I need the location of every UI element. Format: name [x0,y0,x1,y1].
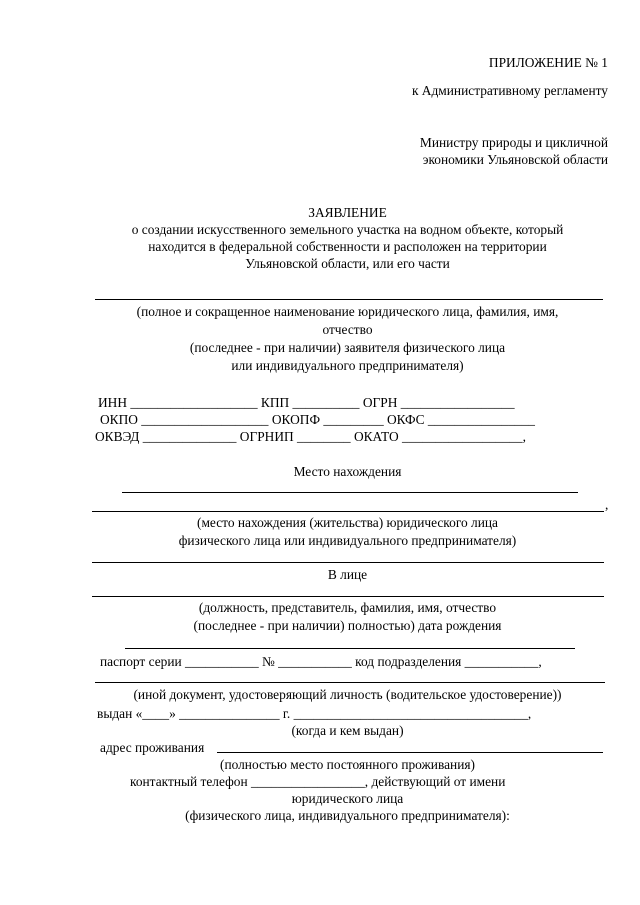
applicant-hint-4: или индивидуального предпринимателя) [231,358,464,373]
passport-line[interactable]: паспорт серии ___________ № ___________ код подразделения ___________, [100,654,542,669]
location-hint-2: физического лица или индивидуального предпринимателя) [178,533,517,548]
regulation-reference: к Административному регламенту [411,83,608,98]
location-label: Место нахождения [293,464,402,479]
codes-row-okpo-okopf-okfs[interactable]: ОКПО ___________________ ОКОПФ _________ ОКФС ________________ [100,412,535,427]
address-label: адрес проживания [100,740,205,755]
addressee-line-1: Министру природы и цикличной [419,135,608,150]
subject-line-3: Ульяновской области, или его части [245,256,450,271]
applicant-hint-1: (полное и сокращенное наименование юридического лица, фамилия, имя, [136,304,559,319]
birth-date-field[interactable] [125,648,575,649]
entity-line: юридического лица [291,791,404,806]
applicant-hint-3: (последнее - при наличии) заявителя физического лица [189,340,506,355]
address-field[interactable] [217,752,603,753]
appendix-number: ПРИЛОЖЕНИЕ № 1 [488,55,608,70]
document-title: ЗАЯВЛЕНИЕ [308,205,387,220]
issued-hint: (когда и кем выдан) [291,723,404,738]
phone-line[interactable]: контактный телефон _________________, действующий от имени [130,774,506,789]
codes-row-inn-kpp-ogrn[interactable]: ИНН ___________________ КПП __________ ОГРН _________________ [98,395,515,410]
address-hint: (полностью место постоянного проживания) [219,757,475,772]
entity-hint: (физического лица, индивидуального предпринимателя): [185,808,510,823]
location-field-2[interactable] [92,511,604,512]
location-hint-1: (место нахождения (жительства) юридического лица [196,515,498,530]
other-document-hint: (иной документ, удостоверяющий личность (водительское удостоверение)) [133,687,562,702]
representative-name-field[interactable] [92,596,604,597]
location-field-1[interactable] [122,492,578,493]
applicant-name-field[interactable] [95,299,603,300]
representative-hint-2: (последнее - при наличии) полностью) дата рождения [193,618,502,633]
other-document-field[interactable] [95,682,605,683]
location-comma: , [605,497,609,512]
addressee-line-2: экономики Ульяновской области [422,152,608,167]
applicant-hint-2: отчество [322,322,373,337]
representative-label: В лице [327,567,368,582]
location-field-3[interactable] [92,562,604,563]
codes-row-okved-ogrnip-okato[interactable]: ОКВЭД ______________ ОГРНИП ________ ОКАТО __________________, [95,429,526,444]
subject-line-1: о создании искусственного земельного участка на водном объекте, который [131,222,564,237]
issued-line[interactable]: выдан «____» _______________ г. ___________________________________, [97,706,532,721]
subject-line-2: находится в федеральной собственности и расположен на территории [148,239,547,254]
representative-hint-1: (должность, представитель, фамилия, имя, отчество [198,600,497,615]
